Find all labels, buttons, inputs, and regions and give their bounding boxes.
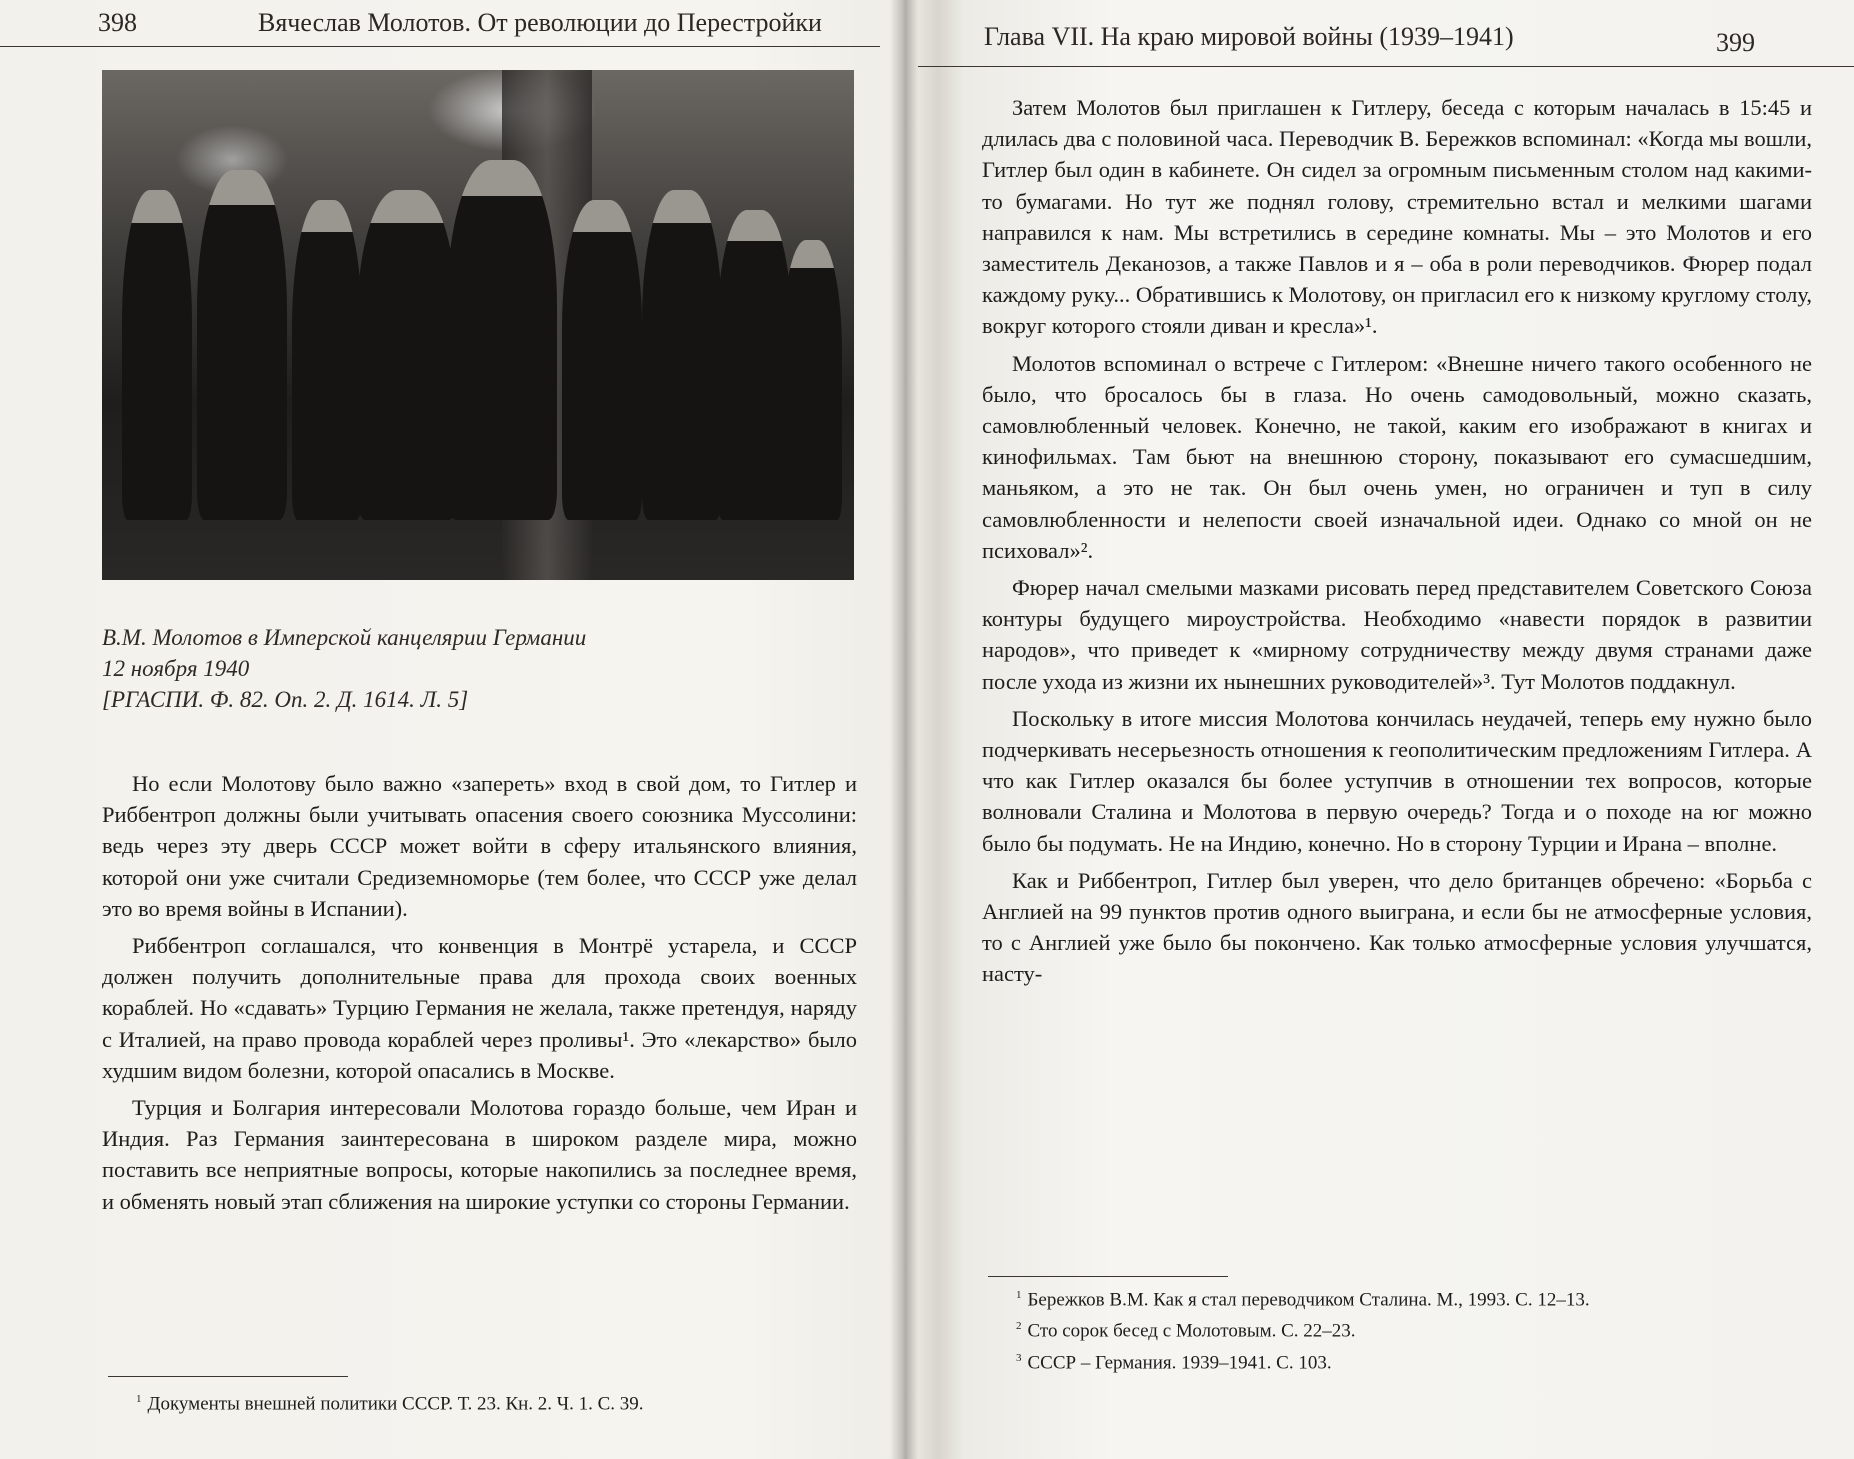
footnote-mark: 1 (1016, 1289, 1022, 1301)
photo-figure-shape (357, 190, 457, 520)
footnote (988, 1345, 1810, 1376)
footnote-text: Бережков В.М. Как я стал переводчиком Сталина. М., 1993. С. 12–13. (1027, 1289, 1590, 1311)
photo-figure-shape (562, 200, 642, 520)
footnote-mark: 1 (136, 1393, 142, 1405)
caption-line: В.М. Молотов в Имперской канцелярии Германии (102, 625, 587, 650)
left-page (0, 0, 900, 1459)
photo-caption (102, 622, 862, 715)
historical-photo (102, 70, 854, 580)
left-body-text (102, 768, 857, 1217)
footnote-mark: 2 (1016, 1320, 1022, 1333)
right-running-head: Глава VII. На краю мировой войны (1939–1941) (984, 22, 1514, 51)
footnote-text: Сто сорок бесед с Молотовым. С. 22–23. (1027, 1320, 1356, 1342)
left-page-number: 398 (98, 8, 137, 37)
right-footnote-rule (988, 1276, 1228, 1277)
paragraph: Но если Молотову было важно «запереть» вход в свой дом, то Гитлер и Риббентроп должны были учитывать опасения своего союзника Муссолини: ведь через эту дверь СССР может войти в сферу итальянского влияния, которой они уже считали Средиземноморье (тем более, что СССР уже делал это во время войны в Испании). (102, 771, 857, 921)
footnote-text: СССР – Германия. 1939–1941. С. 103. (1027, 1351, 1332, 1373)
footnote (108, 1386, 858, 1417)
footnote-text: Документы внешней политики СССР. Т. 23. Кн. 2. Ч. 1. С. 39. (147, 1393, 644, 1415)
caption-line: 12 ноября 1940 (102, 656, 250, 681)
paragraph: Поскольку в итоге миссия Молотова кончилась неудачей, теперь ему нужно было подчеркивать несерьезность отношения к геополитическим предложениям Гитлера. А что как Гитлер оказался бы более уступчив в отношении тех вопросов, которые волновали Сталина и Молотова в первую очередь? Тогда и о походе на юг можно было бы подумать. Не на Индию, конечно. Но в сторону Турции и Ирана – вполне. (982, 705, 1812, 856)
left-footnotes (108, 1386, 858, 1417)
right-header-rule (918, 66, 1854, 67)
footnote (988, 1282, 1810, 1313)
right-body-text (982, 92, 1812, 990)
left-running-head: Вячеслав Молотов. От революции до Перестройки (258, 8, 822, 37)
right-page-number: 399 (1716, 28, 1755, 57)
photo-figure-shape (122, 190, 192, 520)
paragraph: Затем Молотов был приглашен к Гитлеру, беседа с которым началась в 15:45 и длилась два с половиной часа. Переводчик В. Бережков вспоминал: «Когда мы вошли, Гитлер был один в кабинете. Он сидел за огромным письменным столом над какими-то бумагами. Но тут же поднял голову, стремительно встал и мелкими шагами направился к нам. Мы встретились в середине комнаты. Мы – это Молотов и его заместитель Деканозов, а также Павлов и я – оба в роли переводчиков. Фюрер подал каждому руку... Обратившись к Молотову, он пригласил его к низкому круглому столу, вокруг которого стояли диван и кресла»¹. (982, 95, 1812, 339)
right-footnotes (988, 1282, 1810, 1376)
right-page (918, 0, 1854, 1459)
paragraph: Турция и Болгария интересовали Молотова гораздо больше, чем Иран и Индия. Раз Германия заинтересована в широком разделе мира, можно поставить все неприятные вопросы, которые накопились за последнее время, и обменять новый этап сближения на широкие уступки со стороны Германии. (102, 1095, 857, 1214)
photo-figure-shape (782, 240, 842, 520)
paragraph: Фюрер начал смелыми мазками рисовать перед представителем Советского Союза контуры будущего мироустройства. Необходимо «навести порядок в развитии народов», что приведет к «мирному сотрудничеству между двумя странами даже после ухода из жизни их нынешних руководителей»³. Тут Молотов поддакнул. (982, 575, 1812, 694)
photo-figure-shape (642, 190, 722, 520)
photo-figure-shape (197, 170, 287, 520)
paragraph: Риббентроп соглашался, что конвенция в Монтрё устарела, и СССР должен получить дополнительные права для прохода своих военных кораблей. Но «сдавать» Турцию Германия не желала, также претендуя, наряду с Италией, на право провода кораблей через проливы¹. Это «лекарство» было худшим видом болезни, которой опасались в Москве. (102, 933, 857, 1083)
left-footnote-rule (108, 1376, 348, 1377)
photo-figure-shape (292, 200, 362, 520)
caption-line: [РГАСПИ. Ф. 82. Оп. 2. Д. 1614. Л. 5] (102, 687, 469, 712)
left-header-rule (0, 46, 880, 47)
photo-figure-shape (447, 160, 557, 520)
paragraph: Как и Риббентроп, Гитлер был уверен, что дело британцев обречено: «Борьба с Англией на 99 пунктов против одного выиграна, и если бы не атмосферные условия, то с Англией уже было бы покончено. Как только атмосферные условия улучшатся, насту- (982, 867, 1812, 987)
footnote-mark: 3 (1016, 1351, 1022, 1364)
footnote (988, 1313, 1810, 1344)
paragraph: Молотов вспоминал о встрече с Гитлером: «Внешне ничего такого особенного не было, что бросалось бы в глаза. Но очень самодовольный, можно сказать, самовлюбленный человек. Конечно, не такой, каким его изображают в книгах и кинофильмах. Там бьют на внешнюю сторону, показывают его сумасшедшим, маньяком, а это не так. Он был очень умен, но ограничен и туп в силу самовлюбленности и нелепости своей изначальной идеи. Однако со мной он не психовал»². (982, 350, 1812, 563)
photo-figure-shape (717, 210, 792, 520)
